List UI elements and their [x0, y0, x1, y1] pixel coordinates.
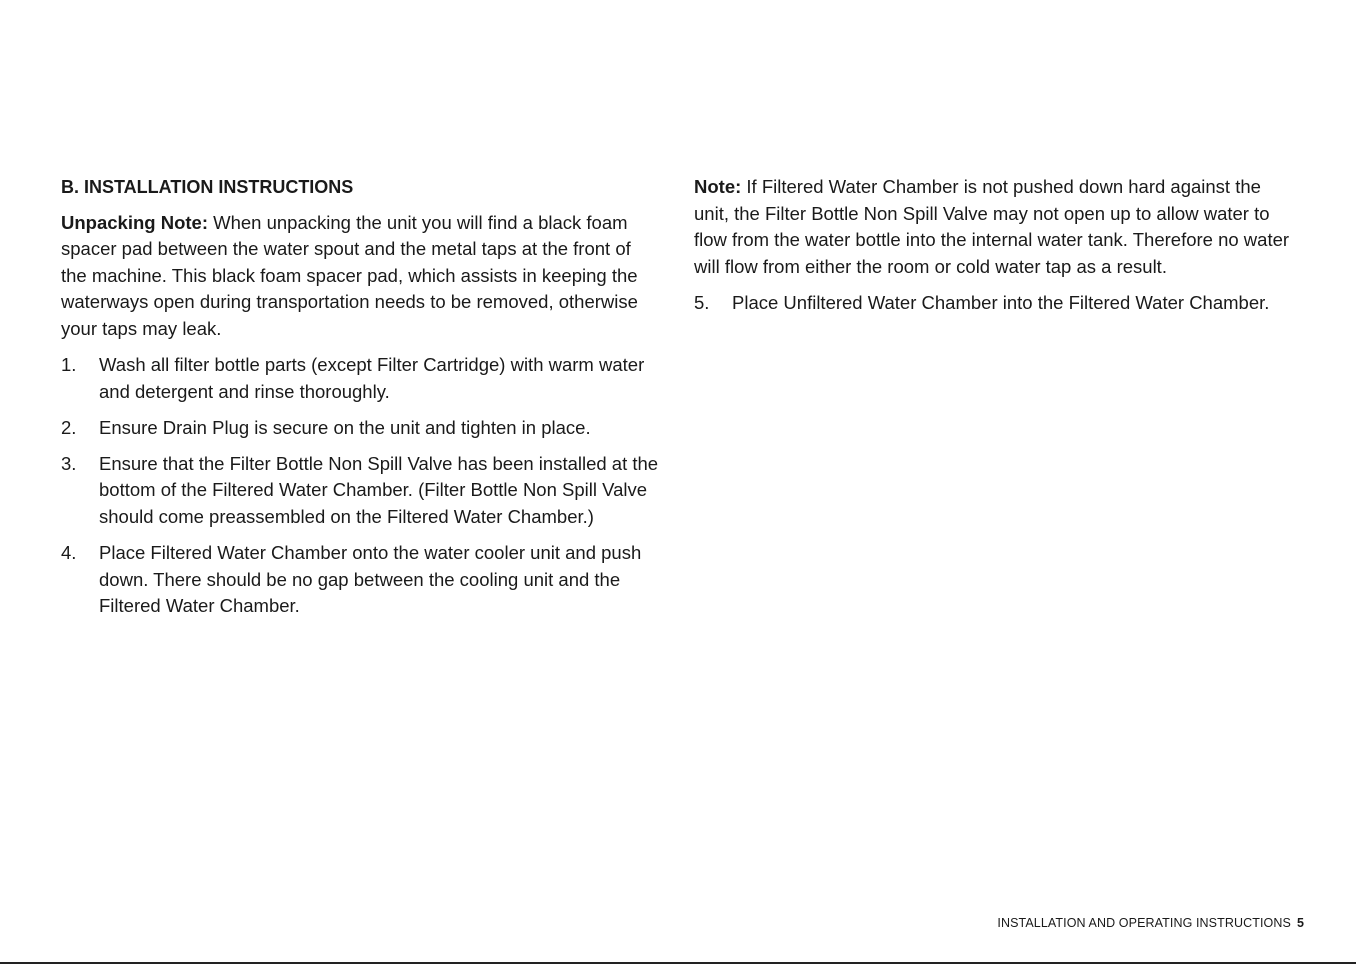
step-text: Place Filtered Water Chamber onto the water cooler unit and push down. There should be no gap between the cooling unit and the Filtered Water Chamber.	[99, 542, 642, 617]
step-text: Place Unfiltered Water Chamber into the Filtered Water Chamber.	[732, 291, 1270, 313]
note-text: If Filtered Water Chamber is not pushed down hard against the unit, the Filter Bottle Non Spill Valve may not open up to allow water to flow from the water bottle into the internal water tank. Therefore no water will flow from either the room or cold water tap as a result.	[694, 176, 1290, 277]
step-item	[61, 451, 661, 531]
page-footer	[997, 916, 1304, 930]
unpacking-note-text: When unpacking the unit you will find a black foam spacer pad between the water spout and the metal taps at the front of the machine. This black foam spacer pad, which assists in keeping the waterways open during transportation needs to be removed, otherwise your taps may leak.	[61, 211, 638, 339]
left-column	[61, 174, 661, 620]
footer-title: INSTALLATION AND OPERATING INSTRUCTIONS	[997, 916, 1291, 930]
step-item	[694, 290, 1294, 317]
step-text: Wash all filter bottle parts (except Filter Cartridge) with warm water and detergent and rinse thoroughly.	[99, 354, 645, 402]
note-paragraph	[694, 174, 1294, 280]
step-item	[61, 540, 661, 620]
step-text: Ensure that the Filter Bottle Non Spill Valve has been installed at the bottom of the Filtered Water Chamber. (Filter Bottle Non Spill Valve should come preassembled on the Filtered Water Chamber.)	[99, 452, 659, 528]
step-item	[61, 415, 661, 442]
right-column	[694, 174, 1294, 316]
page-number: 5	[1296, 916, 1304, 930]
step-number: 4.	[61, 542, 77, 564]
step-text: Ensure Drain Plug is secure on the unit and tighten in place.	[99, 416, 591, 438]
note-label: Note:	[694, 176, 742, 197]
section-heading: B. INSTALLATION INSTRUCTIONS	[61, 177, 354, 197]
steps-list-left	[61, 352, 661, 620]
step-number: 5.	[694, 291, 710, 313]
step-item	[61, 352, 661, 405]
step-number: 3.	[61, 452, 77, 474]
unpacking-note	[61, 210, 661, 343]
step-number: 2.	[61, 416, 77, 438]
step-number: 1.	[61, 354, 77, 376]
unpacking-note-label: Unpacking Note:	[61, 211, 208, 233]
steps-list-right	[694, 290, 1294, 317]
